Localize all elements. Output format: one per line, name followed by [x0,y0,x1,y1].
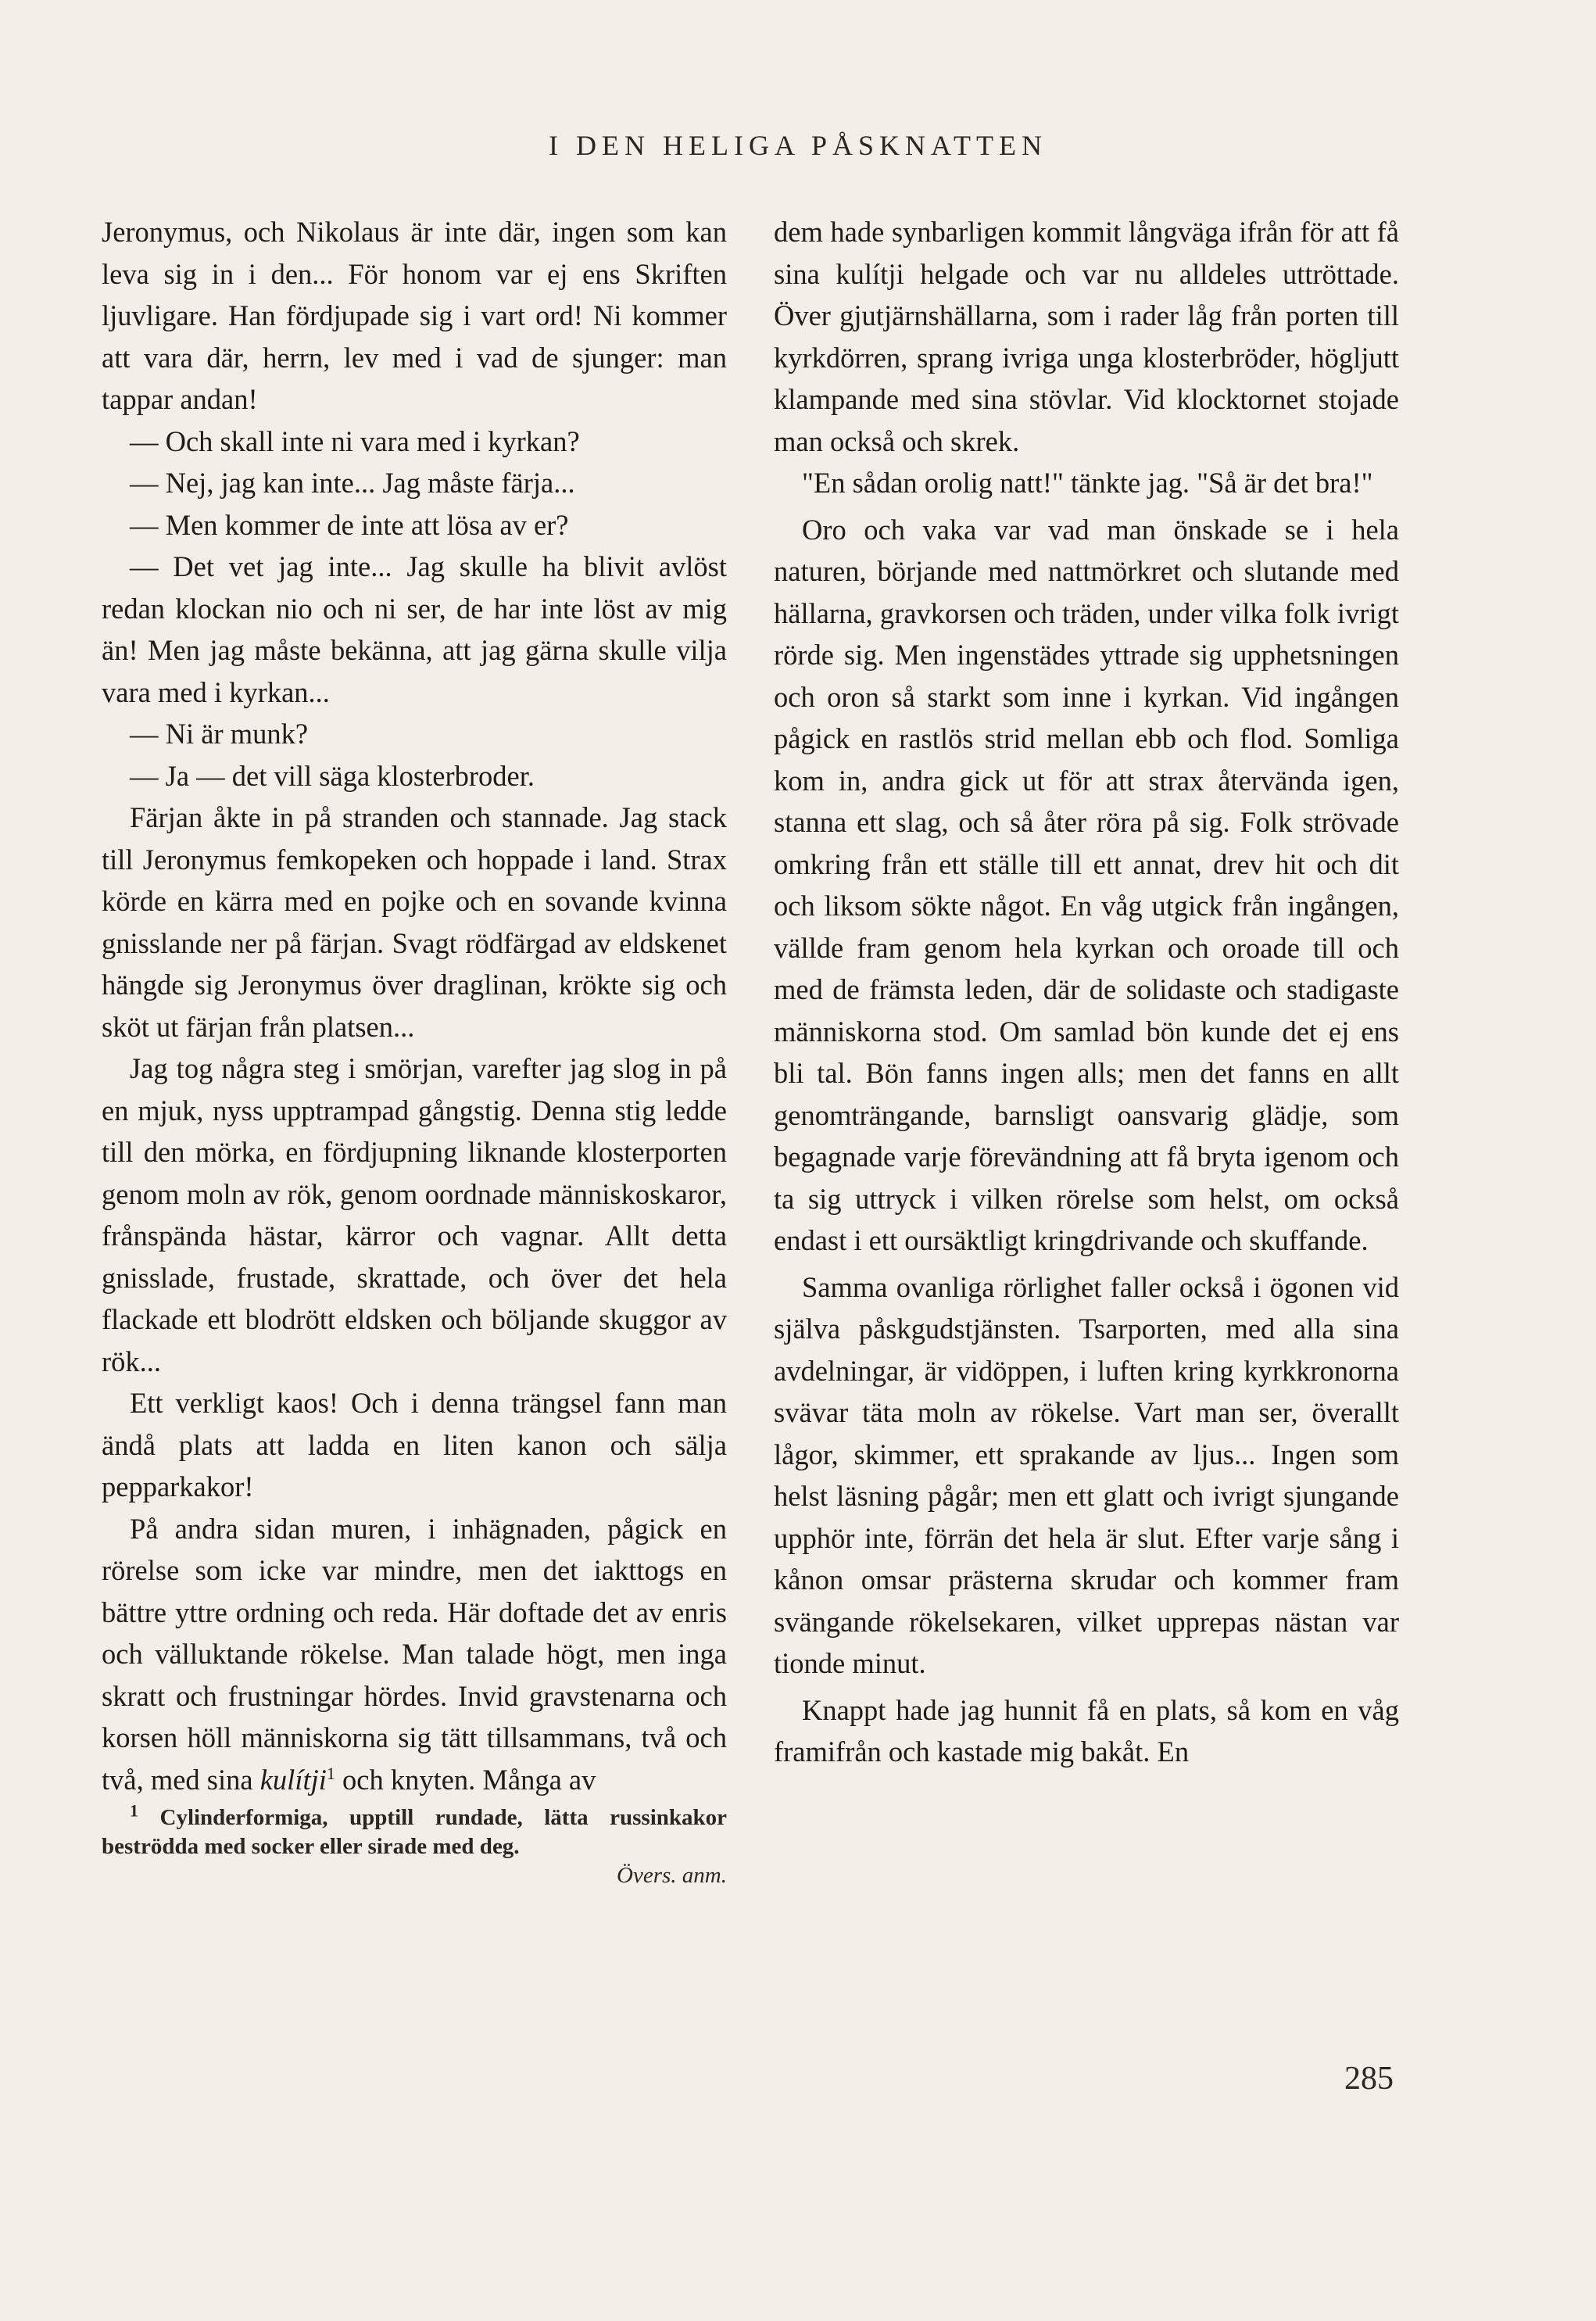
paragraph: Färjan åkte in på stranden och stannade. Jag stack till Jeronymus femkopeken och hoppade i land. Strax körde en kärra med en pojke och en sovande kvinna gnisslande ner på färjan. Svagt rödfärgad av eldskenet hängde sig Jeronymus över draglinan, krökte sig och sköt ut färjan från platsen... [102,801,727,1043]
paragraph-text: och knyten. Många av [342,1763,596,1796]
paragraph-text: På andra sidan muren, i inhägnaden, pågick en rörelse som icke var mindre, men det iakttogs en bättre yttre ordning och reda. Här doftade det av enris och välluktande rökelse. Man talade högt, men inga skratt och frustningar hördes. Invid gravstenarna och korsen höll människorna sig tätt tillsammans, två och två, med sina [102,1512,727,1796]
paragraph: Samma ovanliga rörlighet faller också i ögonen vid själva påskgudstjänsten. Tsarporten, med alla sina avdelningar, är vidöppen, i luften kring kyrkkronorna svävar täta moln av rökelse. Vart man ser, överallt lågor, skimmer, ett sprakande av ljus... Ingen som helst läsning pågår; men ett glatt och ivrigt sjungande upphör inte, förrän det hela är slut. Efter varje sång i kånon omsar prästerna skrudar och kommer fram svängande rökelsekaren, vilket upprepas nästan var tionde minut. [774,1270,1399,1679]
paragraph: "En sådan orolig natt!" tänkte jag. "Så är det bra!" [802,467,1373,499]
paragraph: Jeronymus, och Nikolaus är inte där, ingen som kan leva sig in i den... För honom var ej ens Skriften ljuvligare. Han fördjupade sig i vart ord! Ni kommer att vara där, herrn, lev med i vad de sjunger: man tappar andan! [102,216,727,415]
paragraph: Ett verkligt kaos! Och i denna trängsel fann man ändå plats att ladda en liten kanon och sälja pepparkakor! [102,1387,727,1503]
page-number: 285 [1344,2061,1394,2097]
footnote-line [102,1800,728,1861]
paragraph: Oro och vaka var vad man önskade se i hela naturen, börjande med nattmörkret och slutande med hällarna, gravkorsen och träden, under vilka folk ivrigt rörde sig. Men ingenstädes yttrade sig upphetsningen och oron så starkt som inne i kyrkan. Vid ingången pågick en rastlös strid mellan ebb och flod. Somliga kom in, andra gick ut för att strax återvända igen, stanna ett slag, och så åter röra på sig. Folk strövade omkring från ett ställe till ett annat, drev hit och dit och liksom sökte något. En våg utgick från ingången, vällde fram genom hela kyrkan och oroade till och med de främsta leden, där de solidaste och stadigaste människorna stod. Om samlad bön kunde det ej ens bli tal. Bön fanns ingen alls; men det fanns en allt genomträngande, barnsligt oansvarig glädje, som begagnade varje förevändning att få bryta igenom och ta sig uttryck i vilken rörelse som helst, om också endast i ett oursäktligt kringdrivande och skuffande. [774,513,1399,1256]
footnote [102,1800,728,1890]
paragraph: Jag tog några steg i smörjan, varefter jag slog in på en mjuk, nyss upptrampad gångstig. Denna stig ledde till den mörka, en fördjupning liknande klosterporten genom moln av rök, genom oordnade människoskaror, frånspända hästar, kärror och vagnar. Allt detta gnisslade, frustade, skrattade, och över det hela flackade ett blodrött eldsken och böljande skuggor av rök... [102,1052,727,1377]
dialogue-line: — Och skall inte ni vara med i kyrkan? [130,424,580,457]
dialogue-line: — Nej, jag kan inte... Jag måste färja... [130,467,575,499]
paragraph: Knappt hade jag hunnit få en plats, så kom en våg framifrån och kastade mig bakåt. En [774,1693,1399,1768]
paragraph: dem hade synbarligen kommit långväga ifrån för att få sina kulítji helgade och var nu alldeles uttröttade. Över gjutjärnshällarna, som i rader låg från porten till kyrkdörren, sprang ivriga unga klosterbröder, högljutt klampande med sina stövlar. Vid klocktornet stojade man också och skrek. [774,216,1399,457]
dialogue-line: — Ja — det vill säga klosterbroder. [130,759,535,792]
running-title: I DEN HELIGA PÅSKNATTEN [549,130,1047,161]
footnote-marker: 1 [326,1763,335,1783]
paragraph [102,1508,727,1801]
left-column [102,211,727,1890]
italic-term: kulítji [259,1763,327,1796]
footnote-attribution: Övers. anm. [617,1863,727,1888]
footnote-text: Cylinderformiga, upptill rundade, lätta russinkakor beströdda med socker eller sirade med deg. [102,1805,728,1859]
dialogue-line: — Det vet jag inte... Jag skulle ha blivit avlöst redan klockan nio och ni ser, de har inte löst av mig än! Men jag måste bekänna, att jag gärna skulle vilja vara med i kyrkan... [102,550,727,708]
footnote-number: 1 [130,1800,138,1821]
dialogue-line: — Men kommer de inte att lösa av er? [130,508,569,541]
dialogue-line: — Ni är munk? [130,718,309,750]
right-column [774,211,1399,1773]
